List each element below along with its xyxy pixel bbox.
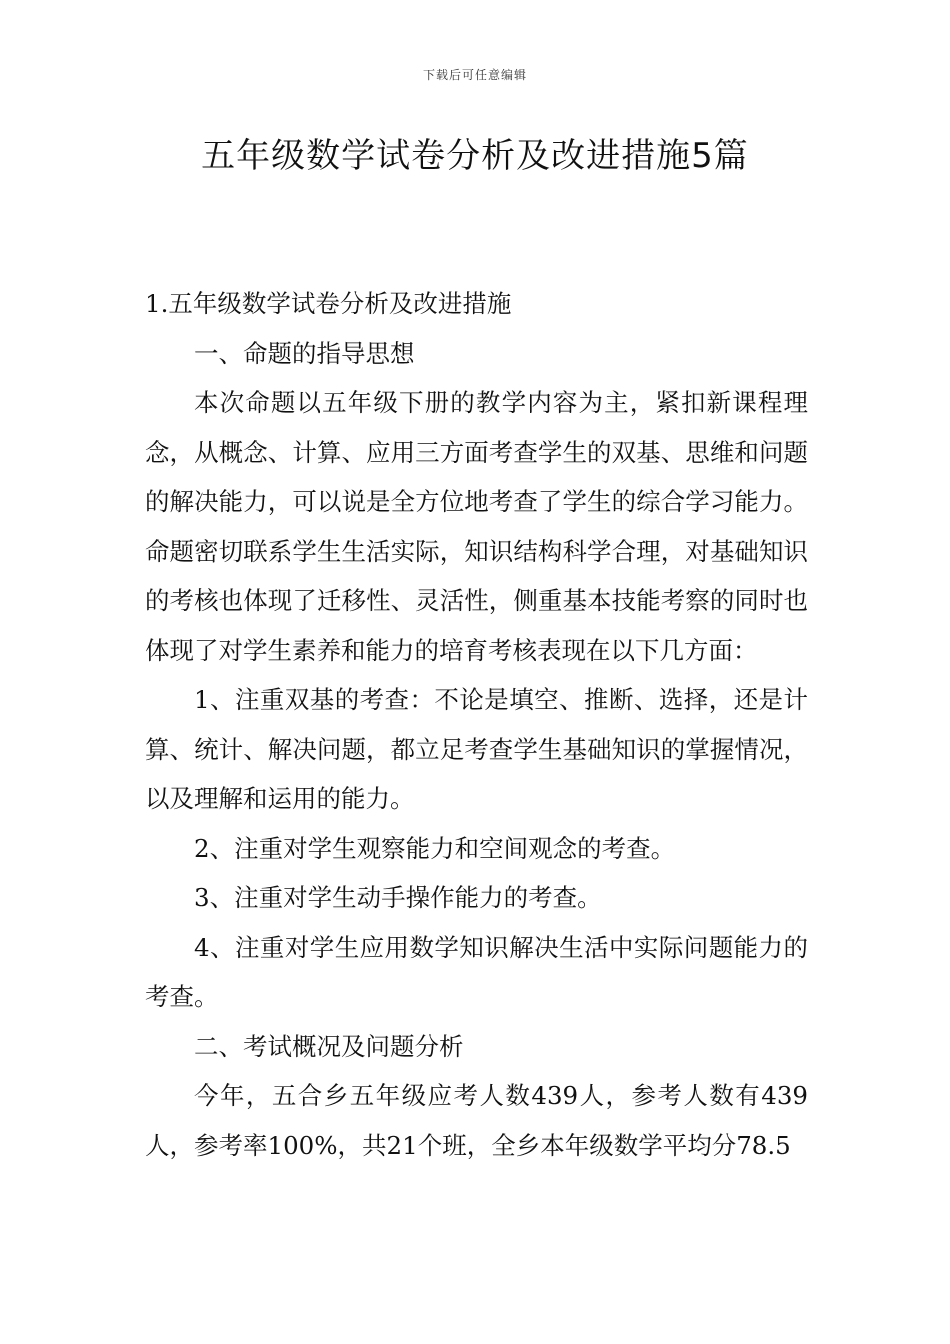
document-title: 五年级数学试卷分析及改进措施5篇 [201, 136, 749, 176]
body-paragraph: 今年，五合乡五年级应考人数439人，参考人数有439人，参考率100%，共21个班，全乡本年级数学平均分78.5 [145, 1081, 808, 1160]
subsection-heading: 二、考试概况及问题分析 [194, 1031, 464, 1061]
section-heading: 1.五年级数学试卷分析及改进措施 [145, 289, 512, 318]
body-paragraph: 本次命题以五年级下册的教学内容为主，紧扣新课程理念，从概念、计算、应用三方面考查学生的双基、思维和问题的解决能力，可以说是全方位地考查了学生的综合学习能力。命题密切联系学生生活实际，知识结构科学合理，对基础知识的考核也体现了迁移性、灵活性，侧重基本技能考察的同时也体现了对学生素养和能力的培育考核表现在以下几方面： [145, 388, 808, 665]
list-item: 3、注重对学生动手操作能力的考查。 [194, 883, 602, 912]
list-item: 1、注重双基的考查：不论是填空、推断、选择，还是计算、统计、解决问题，都立足考查学生基础知识的掌握情况，以及理解和运用的能力。 [145, 685, 808, 813]
document-body [145, 279, 808, 1170]
list-item: 2、注重对学生观察能力和空间观念的考查。 [194, 833, 676, 863]
subsection-heading: 一、命题的指导思想 [194, 338, 415, 368]
list-item: 4、注重对学生应用数学知识解决生活中实际问题能力的考查。 [145, 932, 808, 1011]
page-header-note: 下载后可任意编辑 [422, 68, 527, 82]
